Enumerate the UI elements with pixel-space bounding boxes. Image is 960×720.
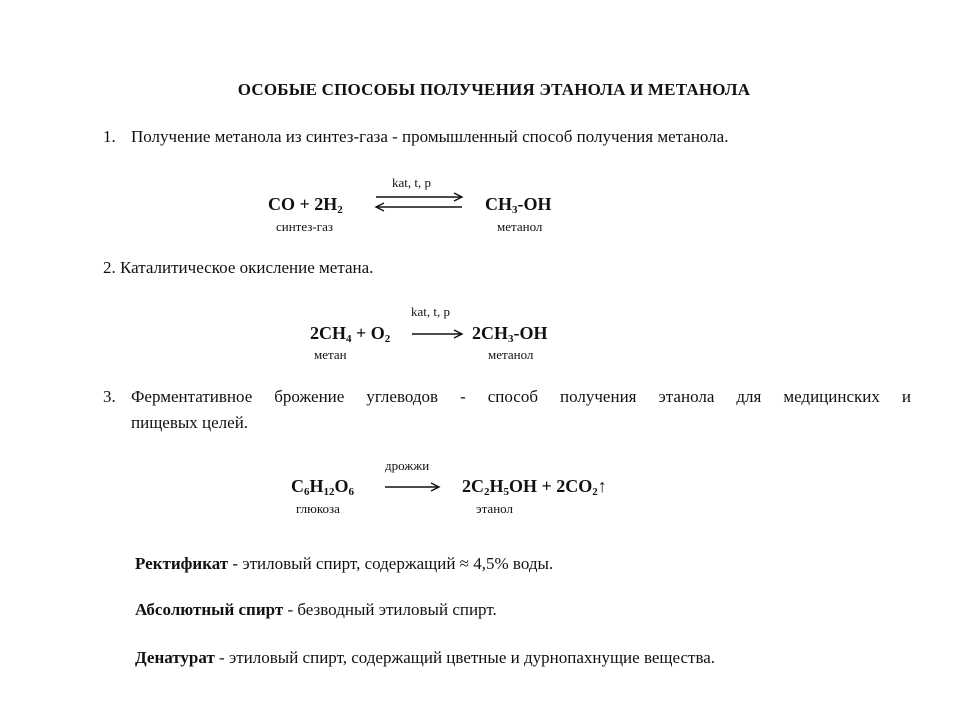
reaction-3-reactants — [291, 476, 354, 498]
definition-rectified — [135, 554, 553, 574]
definition-text: - этиловый спирт, содержащий цветные и дурнопахнущие вещества. — [214, 648, 716, 667]
reaction-2-products — [472, 323, 548, 345]
method-1-text — [103, 127, 728, 147]
page-title: ОСОБЫЕ СПОСОБЫ ПОЛУЧЕНИЯ ЭТАНОЛА И МЕТАНОЛА — [237, 80, 751, 99]
reactant-text: 2CH — [310, 323, 346, 343]
method-1-description: Получение метанола из синтез-газа - промышленный способ получения метанола. — [131, 127, 729, 146]
subscript: 2 — [484, 486, 490, 498]
reaction-1-condition: kat, t, p — [392, 175, 431, 190]
reaction-1-left-caption: синтез-газ — [276, 219, 333, 234]
method-2-text — [103, 258, 373, 278]
definition-absolute-alcohol — [135, 600, 497, 620]
product-text: OH + 2CO — [509, 476, 593, 496]
subscript: 6 — [304, 486, 310, 498]
definition-text: - безводный этиловый спирт. — [283, 600, 497, 619]
method-1-number: 1. — [103, 127, 116, 146]
reaction-2-right-caption: метанол — [488, 347, 534, 362]
reaction-3-condition: дрожжи — [385, 458, 430, 473]
reaction-3-products — [462, 476, 607, 498]
method-3-text — [103, 387, 911, 407]
product-text: -OH — [517, 194, 552, 214]
reactant-text: H — [309, 476, 324, 496]
reaction-3-left-caption: глюкоза — [296, 501, 340, 516]
subscript: 4 — [346, 333, 352, 345]
reaction-2-left-caption: метан — [314, 347, 347, 362]
reversible-arrow-icon — [372, 192, 468, 212]
arrow-right-icon — [410, 328, 466, 340]
arrow-right-icon — [383, 481, 443, 493]
subscript: 12 — [323, 486, 335, 498]
product-text: CH — [485, 194, 512, 214]
product-text: -OH — [513, 323, 548, 343]
definition-term: Денатурат — [135, 648, 215, 667]
gas-release-arrow-icon: ↑ — [597, 476, 607, 496]
method-2-number: 2. — [103, 258, 116, 277]
method-2-description: Каталитическое окисление метана. — [120, 258, 374, 277]
reaction-1-reactants — [268, 194, 343, 216]
product-text: 2CH — [472, 323, 508, 343]
method-3-description-line1: Ферментативное брожение углеводов - способ получения этанола для медицинских и — [131, 387, 911, 406]
definition-text: - этиловый спирт, содержащий ≈ 4,5% воды. — [228, 554, 554, 573]
subscript: 6 — [348, 486, 355, 498]
reaction-2-condition: kat, t, p — [411, 304, 450, 319]
definition-term: Ректификат — [135, 554, 229, 573]
reaction-1-products — [485, 194, 552, 216]
definition-term: Абсолютный спирт — [135, 600, 284, 619]
reactant-text: CO + 2H — [268, 194, 338, 214]
method-3-description-line2: пищевых целей. — [131, 413, 249, 432]
subscript: 2 — [592, 486, 598, 498]
product-text: H — [489, 476, 504, 496]
subscript: 2 — [384, 333, 391, 345]
reactant-text: C — [291, 476, 304, 496]
subscript: 5 — [503, 486, 510, 498]
reactant-text: + O — [351, 323, 385, 343]
subscript: 3 — [508, 333, 514, 345]
definition-denatured — [135, 648, 715, 668]
reaction-1-right-caption: метанол — [497, 219, 543, 234]
product-text: 2C — [462, 476, 484, 496]
subscript: 3 — [512, 204, 518, 216]
reaction-2-reactants — [310, 323, 390, 345]
reaction-3-right-caption: этанол — [476, 501, 513, 516]
method-3-number: 3. — [103, 387, 116, 406]
reactant-text: O — [334, 476, 349, 496]
subscript: 2 — [337, 204, 343, 216]
